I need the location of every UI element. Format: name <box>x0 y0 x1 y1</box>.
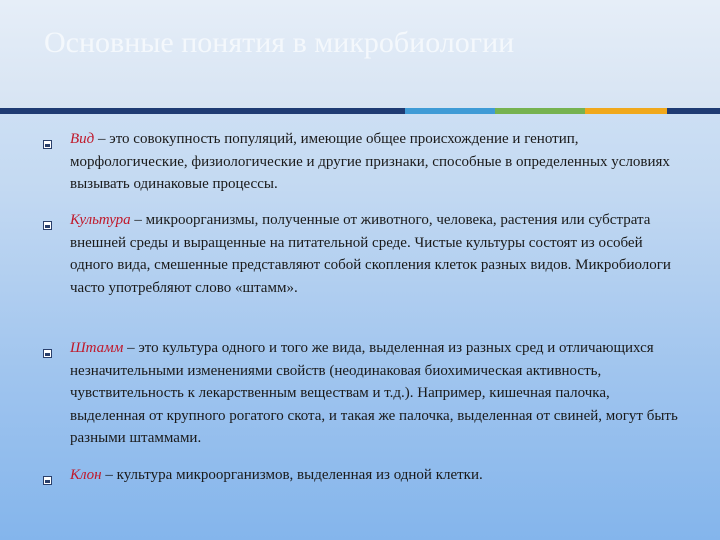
slide-title: Основные понятия в микробиологии <box>44 26 515 59</box>
term-definition: – культура микроорганизмов, выделенная из одной клетки. <box>101 467 483 483</box>
list-item-text <box>70 337 682 450</box>
square-bullet-icon <box>43 476 52 485</box>
term-label: Вид <box>70 131 95 147</box>
accent-band-navy <box>0 108 405 114</box>
list-item-text <box>70 209 682 299</box>
slide-header <box>0 0 720 108</box>
square-bullet-icon <box>43 221 52 230</box>
square-bullet-icon <box>43 140 52 149</box>
list-item-text <box>70 464 682 487</box>
term-label: Культура <box>70 212 131 228</box>
list-item-text <box>70 128 682 196</box>
accent-band-navy-end <box>667 108 720 114</box>
term-label: Клон <box>70 467 102 483</box>
square-bullet-icon <box>43 349 52 358</box>
term-definition: – микроорганизмы, полученные от животного, человека, растения или субстрата внешней среды и выращенные на питательной среде. Чистые культуры состоят из особей одного вида, смешенные представляют собой скопления клеток разных видов. Микробиологи часто употребляют слово «штамм». <box>70 212 671 296</box>
accent-band-gold <box>585 108 667 114</box>
accent-band-blue <box>405 108 495 114</box>
term-label: Штамм <box>70 340 124 356</box>
term-definition: – это культура одного и того же вида, выделенная из разных сред и отличающихся незначительными изменениями свойств (неодинаковая биохимическая активность, чувствительность к лекарственным веществам и т.д.). Например, кишечная палочка, выделенная от крупного рогатого скота, и такая же палочка, выделенная от свиней, могут быть разными штаммами. <box>70 340 678 446</box>
term-definition: – это совокупность популяций, имеющие общее происхождение и генотип, морфологические, физиологические и другие признаки, способные в определенных условиях вызывать одинаковые процессы. <box>70 131 670 192</box>
accent-band-green <box>495 108 585 114</box>
